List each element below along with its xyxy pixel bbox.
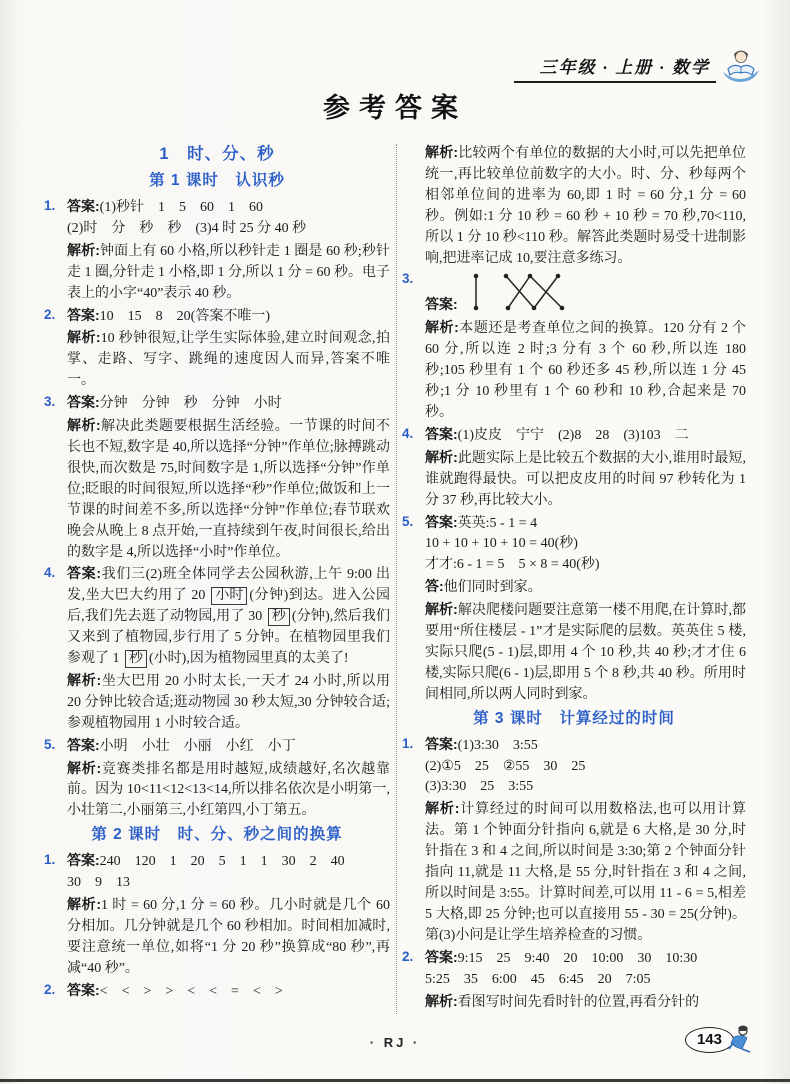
part-label: 解析: [425, 800, 460, 817]
answer-columns [44, 142, 746, 1024]
answer-paragraph: 答案:英英:5 - 1 = 4 [425, 513, 538, 531]
item-number: 3. [402, 271, 414, 287]
explanation-paragraph: 解析:解决爬楼问题要注意第一楼不用爬,在计算时,都要用“所住楼层 - 1”才是实际爬的层数。英英住 5 楼,实际只爬(5 - 1)层,即用 4 个 10 秒,共 40 秒;才才住 6 楼,实际只爬(6 - 1)层,即用 5 个 8 秒,共 40 秒。所用时间相同,所以两人同时到家。 [425, 601, 746, 702]
answer-paragraph: 答案:(1)3:30 3:55 [425, 735, 538, 753]
part-label: 答案: [425, 425, 458, 442]
part-label: 答案: [67, 852, 100, 869]
answer-paragraph: 答案:< < > > < < = < > [67, 981, 283, 999]
edition-label: 三年级 · 上册 · 数学 [514, 53, 717, 83]
answer-item [402, 512, 746, 706]
reader-mascot-icon [720, 48, 762, 89]
answer-item [402, 734, 746, 947]
right-column [402, 142, 746, 1024]
item-number: 2. [44, 306, 56, 322]
left-column [44, 142, 390, 1024]
answer-box: 秒 [268, 608, 290, 626]
answer-item [402, 269, 746, 423]
part-label: 答案: [425, 296, 458, 313]
explanation-paragraph: 解析:1 时 = 60 分,1 分 = 60 秒。几小时就是几个 60 分相加。几分钟就是几个 60 秒相加。时间相加减时,要注意统一单位,如将“1 分 20 秒”换算成“80 秒”,再减“40 秒”。 [67, 896, 390, 976]
item-number: 5. [44, 736, 56, 752]
explanation-paragraph: 解析:解决此类题要根据生活经验。一节课的时间不长也不短,数字是 40,所以选择“分钟”作单位;脉搏跳动很快,而次数是 75,时间数字是 1,所以选择“分钟”作单位;眨眼的时间很短,所以选择“秒”作单位;做饭和上一节课的时间差不多,所以选择“分钟”作单位;春节联欢晚会从晚上 8 点开始,一直持续到午夜,时间很长,给出的数字是 4,所以选择“小时”作单位。 [67, 417, 390, 560]
explanation-paragraph: 解析:计算经过的时间可以用数格法,也可以用计算法。第 1 个钟面分针指向 6,就是 6 大格,是 30 分,时针指在 3 和 4 之间,所以时间是 3:30;第 2 个钟面分针指向 11,就是 11 大格,是 55 分,时针指在 3 和 4 之间,所以时间是 3:55。计算时间差,可以用 11 - 6 = 5,相差 5 大格,即 25 分钟;也可以直接用 55 - 30 = 25(分钟)。第(3)小问是让学生培养检查的习惯。 [425, 800, 746, 943]
item-number: 4. [402, 425, 414, 441]
lesson-heading: 第 2 课时 时、分、秒之间的换算 [91, 826, 343, 844]
part-label: 解析: [67, 329, 101, 346]
part-label: 答案: [67, 981, 100, 998]
part-label: 解析: [67, 241, 100, 258]
answer-continuation-line: (2)①5 25 ②55 30 25 [425, 758, 586, 774]
part-label: 答案: [425, 948, 458, 965]
part-label: 解析: [425, 144, 459, 160]
answer-paragraph: 答案:9:15 25 9:40 20 10:00 30 10:30 [425, 948, 698, 966]
item-number: 5. [402, 513, 414, 529]
item-number: 2. [44, 981, 56, 997]
item-number: 1. [44, 198, 56, 213]
page-number: 143 [685, 1027, 734, 1053]
answer-continuation-line: 10 + 10 + 10 + 10 = 40(秒) [425, 536, 578, 552]
answer-box: 秒 [125, 650, 147, 668]
part-label: 解析: [67, 896, 102, 913]
explanation-paragraph: 解析:比较两个有单位的数据的大小时,可以先把单位统一,再比较单位前数字的大小。时、分、秒每两个相邻单位间的进率为 60,即 1 时 = 60 分,1 分 = 60 秒。例如:1 分 10 秒 = 60 秒 + 10 秒 = 70 秒,70<110,所以 1 分 10 秒<110 秒。解答此类题时易受十进制影响,把进率记成 10,要注意多练习。 [425, 144, 746, 266]
matching-lines-diagram [462, 269, 580, 315]
explanation-paragraph: 解析:钟面上有 60 小格,所以秒针走 1 圈是 60 秒;秒针走 1 圈,分针走 1 小格,即 1 分,所以 1 分 = 60 秒。电子表上的小字“40”表示 40 秒。 [67, 241, 390, 301]
answer-item [44, 392, 390, 563]
part-label: 解析: [67, 759, 102, 776]
answer-paragraph: 答案:(1)秒针 1 5 60 1 60 [67, 198, 263, 215]
publisher-label: · RJ · [369, 1035, 421, 1050]
answer-paragraph: 答案:240 120 1 20 5 1 1 30 2 40 [67, 852, 345, 870]
answer-paragraph: 答案:小明 小壮 小丽 小红 小丁 [67, 736, 296, 754]
part-label: 解析: [425, 448, 458, 465]
explanation-paragraph: 解析:本题还是考查单位之间的换算。120 分有 2 个 60 分,所以连 2 时;3 分有 3 个 60 秒,所以连 180 秒;105 秒里有 1 个 60 秒还多 45 秒,所以连 1 分 45 秒;1 分 10 秒里有 1 个 60 秒和 10 秒,合起来是 70 秒。 [425, 319, 746, 420]
explanation-paragraph: 解析:坐大巴用 20 小时太长,一天才 24 小时,所以用 20 分钟比较合适;逛动物园 30 秒太短,30 分钟较合适;参观植物园用 1 小时较合适。 [67, 671, 390, 731]
lesson-heading: 第 1 课时 认识秒 [149, 172, 285, 189]
part-label: 答案: [425, 513, 458, 530]
answer-paragraph: 答案:(1)皮皮 宁宁 (2)8 28 (3)103 二 [425, 425, 689, 443]
answer-continuation-line: (2)时 分 秒 秒 (3)4 时 25 分 40 秒 [67, 220, 307, 236]
answer-item [402, 142, 746, 269]
part-label: 答案: [67, 565, 101, 582]
item-number: 1. [402, 735, 414, 751]
explanation-paragraph: 解析:此题实际上是比较五个数据的大小,谁用时最短,谁就跑得最快。可以把皮皮用的时间 97 秒转化为 1 分 37 秒,再比较大小。 [425, 448, 746, 508]
page-title: 参考答案 [323, 93, 467, 123]
part-label: 解析: [67, 417, 101, 434]
explanation-paragraph: 解析:竞赛类排名都是用时越短,成绩越好,名次越靠前。因为 10<11<12<13<14,所以排名依次是小明第一,小壮第二,小丽第三,小红第四,小丁第五。 [67, 759, 390, 819]
explanation-paragraph: 解析:看图写时间先看时针的位置,再看分针的 [425, 992, 700, 1010]
column-divider [396, 144, 397, 1014]
page-bottom-rule [0, 1079, 790, 1082]
answer-item [44, 735, 390, 823]
answer-continuation-line: 才才:6 - 1 = 5 5 × 8 = 40(秒) [425, 557, 600, 573]
answer-paragraph: 答案:分钟 分钟 秒 分钟 小时 [67, 394, 282, 412]
page-mascot-icon [728, 1025, 754, 1060]
part-label: 答: [425, 578, 444, 595]
answer-continuation-line: 30 9 13 [67, 875, 130, 891]
part-label: 解析: [425, 319, 459, 336]
answer-continuation-line: (3)3:30 25 3:55 [425, 779, 534, 795]
item-number: 2. [402, 948, 414, 964]
explanation-paragraph: 解析:10 秒钟很短,让学生实际体验,建立时间观念,拍掌、走路、写字、跳绳的速度因人而异,答案不唯一。 [67, 329, 390, 389]
answer-paragraph: 答案:我们三(2)班全体同学去公园秋游,上午 9:00 出发,坐大巴大约用了 20 小时 (分钟)到达。进入公园后,我们先去逛了动物园,用了 30 秒 (分钟),然后我们又来到了植物园,步行用了 5 分钟。在植物园里我们参观了 1 秒 (小时),因为植物园里真的太美了! [67, 565, 391, 667]
part-label: 解析: [425, 601, 458, 618]
answer-continuation-line: 5:25 35 6:00 45 6:45 20 7:05 [425, 971, 651, 987]
answer-item [402, 947, 746, 1014]
item-number: 3. [44, 394, 56, 410]
answer-paragraph: 答案:10 15 8 20(答案不唯一) [67, 306, 270, 324]
answer-item [44, 850, 390, 979]
answer-paragraph [425, 269, 746, 317]
answer-item [44, 305, 390, 393]
page-number-badge [685, 1019, 754, 1060]
chapter-heading: 1 时、分、秒 [159, 145, 275, 163]
page-header [514, 48, 763, 83]
part-label: 答案: [67, 736, 100, 753]
item-number: 1. [44, 852, 56, 868]
part-label: 答案: [425, 735, 458, 752]
part-label: 答案: [67, 198, 100, 214]
lesson-heading: 第 3 课时 计算经过的时间 [473, 709, 675, 727]
answer-item [402, 424, 746, 512]
answer-paragraph: 答:他们同时到家。 [425, 578, 542, 596]
part-label: 答案: [67, 394, 100, 411]
part-label: 答案: [67, 306, 100, 323]
answer-item [44, 196, 390, 305]
part-label: 解析: [67, 671, 102, 688]
answer-item [44, 980, 390, 1003]
answer-box: 小时 [211, 587, 247, 605]
item-number: 4. [44, 565, 56, 581]
answer-item [44, 563, 390, 734]
part-label: 解析: [425, 992, 458, 1009]
